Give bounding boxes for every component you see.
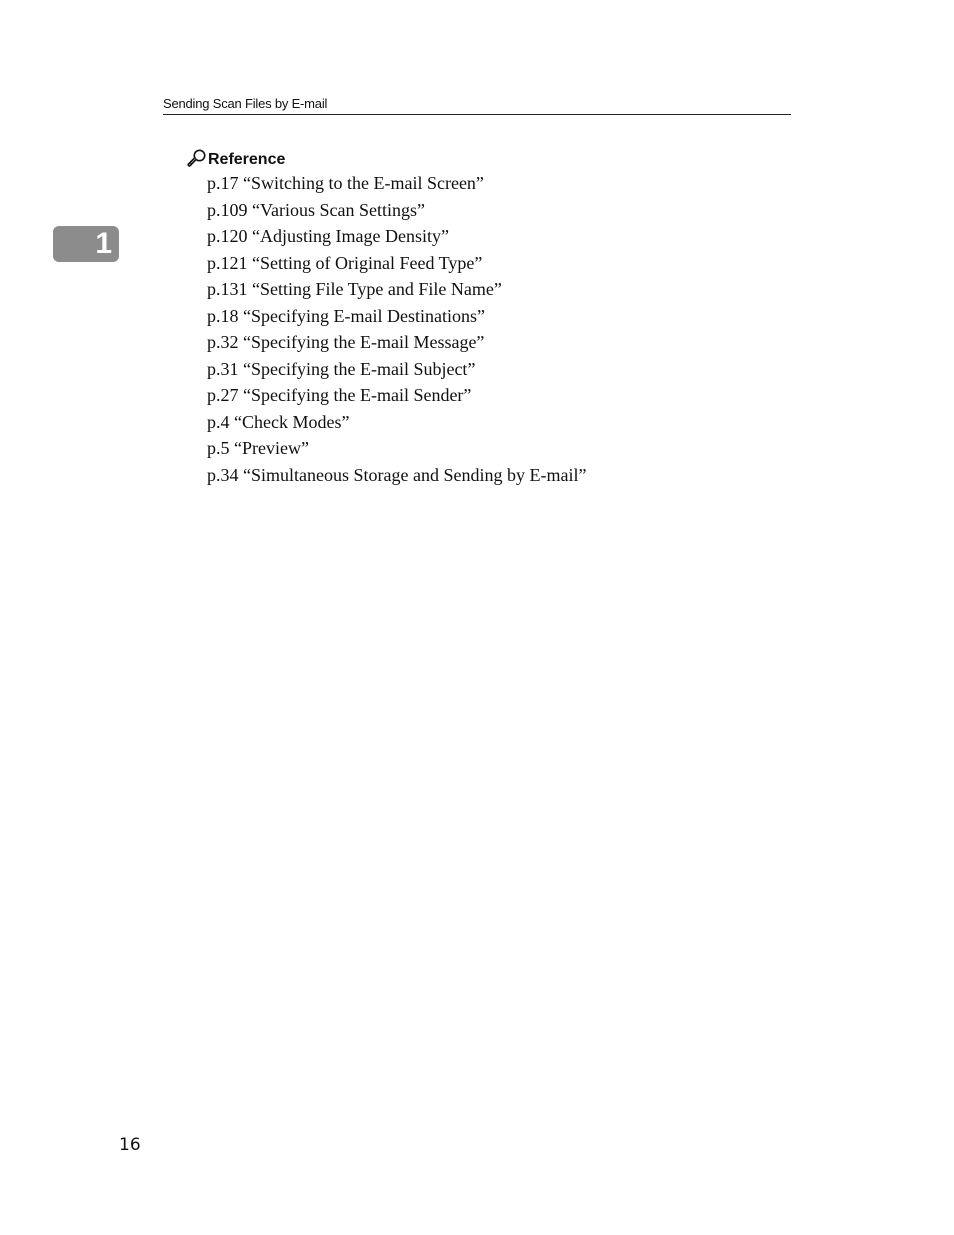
reference-list (207, 170, 586, 488)
running-header (163, 96, 791, 115)
reference-link[interactable]: p.18 “Specifying E-mail Destinations” (207, 305, 485, 326)
reference-link[interactable]: p.121 “Setting of Original Feed Type” (207, 252, 483, 273)
chapter-tab (53, 226, 119, 262)
reference-link[interactable]: p.34 “Simultaneous Storage and Sending by E-mail” (207, 464, 587, 485)
reference-link[interactable]: p.32 “Specifying the E-mail Message” (207, 332, 485, 352)
reference-link[interactable]: p.4 “Check Modes” (207, 411, 350, 432)
reference-link[interactable]: p.109 “Various Scan Settings” (207, 199, 425, 220)
running-header-title: Sending Scan Files by E-mail (163, 96, 328, 111)
reference-link[interactable]: p.31 “Specifying the E-mail Subject” (207, 358, 476, 379)
page-number: 16 (119, 1135, 141, 1155)
magnifier-icon (186, 148, 208, 170)
reference-link[interactable]: p.27 “Specifying the E-mail Sender” (207, 385, 472, 405)
reference-heading (186, 146, 285, 170)
reference-link[interactable]: p.17 “Switching to the E-mail Screen” (207, 173, 484, 193)
reference-heading-label: Reference (208, 151, 286, 168)
reference-link[interactable]: p.5 “Preview” (207, 438, 309, 458)
reference-link[interactable]: p.131 “Setting File Type and File Name” (207, 279, 502, 299)
chapter-tab-number: 1 (95, 227, 112, 260)
reference-link[interactable]: p.120 “Adjusting Image Density” (207, 226, 449, 246)
